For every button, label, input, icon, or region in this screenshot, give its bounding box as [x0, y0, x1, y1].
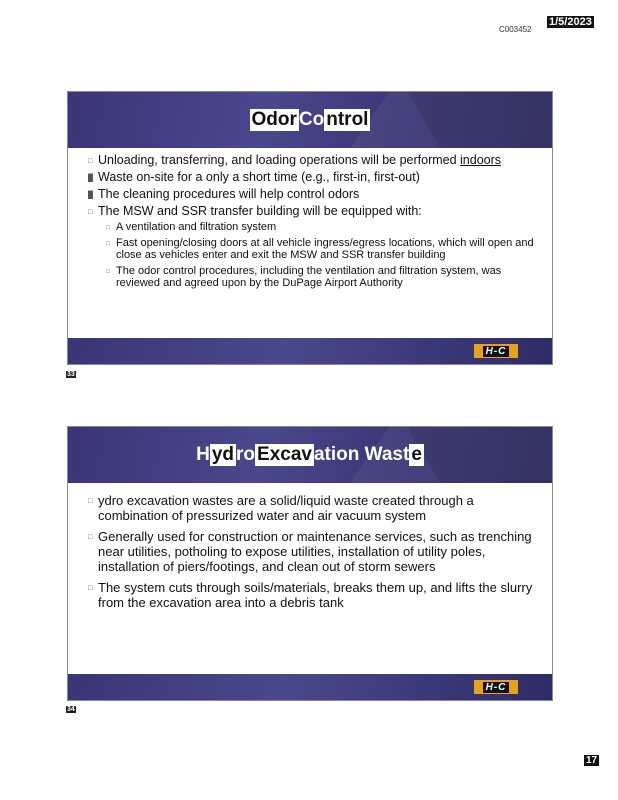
bullet-item: █ Waste on-site for a only a short time (e.g., first-in, first-out) — [88, 170, 420, 184]
title-part: ntrol — [326, 109, 369, 130]
bullet-icon: □ — [88, 158, 93, 165]
sub-bullet-icon: □ — [106, 225, 110, 231]
bullet-item: □ The system cuts through soils/materials, breaks them up, and lifts the slurry from the excavation area into a debris tank — [88, 580, 533, 610]
company-logo: H-C — [474, 344, 518, 358]
document-date: 1/5/2023 — [549, 16, 592, 28]
bullet-icon: □ — [88, 585, 93, 592]
slide-title — [68, 427, 552, 483]
sub-bullet-item: □ A ventilation and filtration system — [106, 221, 277, 233]
bullet-icon: █ — [88, 192, 93, 199]
bullet-item: □ Unloading, transferring, and loading operations will be performed indoors — [88, 153, 502, 167]
bullet-icon: █ — [88, 175, 93, 182]
title-part: e — [411, 444, 422, 465]
title-part: ro — [236, 444, 256, 465]
slide-number: 33 — [67, 371, 75, 378]
bullet-icon: □ — [88, 209, 93, 216]
slide-body — [68, 148, 552, 294]
underlined-text: indoors — [460, 153, 502, 167]
sub-bullet-icon: □ — [106, 268, 110, 275]
title-part: yd — [211, 444, 235, 465]
bullet-item: □ The MSW and SSR transfer building will be equipped with: □ A ventilation and filtration system □ Fast opening/closing doors at all vehicle ingress/egress locations, which will open and close as vehicles enter and exit the MSW and SSR transfer building □ The odor control procedures, including the ventilation and filtration system, was reviewed and agreed upon by the DuPage Airport Authority — [88, 205, 540, 290]
bullet-item: █ The cleaning procedures will help control odors — [88, 187, 360, 201]
slide-number: 34 — [67, 706, 75, 713]
slide-odor-control — [67, 91, 553, 365]
company-logo: H-C — [474, 680, 518, 694]
sub-bullet-item: □ The odor control procedures, including the ventilation and filtration system, was reviewed and agreed upon by the DuPage Airport Authority — [106, 264, 502, 289]
slide-body — [68, 483, 552, 616]
slide-footer-band — [68, 674, 552, 700]
title-part: H — [196, 444, 210, 465]
sub-bullet-item: □ Fast opening/closing doors at all vehicle ingress/egress locations, which will open and close as vehicles enter and exit the MSW and SSR transfer building — [106, 236, 534, 261]
bullet-icon: □ — [88, 534, 93, 541]
bullet-item: □ Generally used for construction or maintenance services, such as trenching near utilities, potholing to expose utilities, installation of utility poles, installation of piers/footings, and clean out of storm sewers — [88, 529, 532, 574]
slide-title — [68, 92, 552, 148]
page-number: 17 — [586, 755, 598, 766]
title-part: ation Wast — [313, 444, 410, 465]
title-part: Excav — [257, 444, 312, 465]
slide-footer-band — [68, 338, 552, 364]
bullet-icon: □ — [88, 498, 93, 505]
slide-hydro-excavation-waste — [67, 426, 553, 701]
sub-bullet-icon: □ — [106, 240, 110, 247]
title-part: Co — [298, 109, 325, 130]
title-part: Odor — [251, 109, 297, 130]
document-id: C003452 — [499, 25, 532, 34]
bullet-item: □ ydro excavation wastes are a solid/liquid waste created through a combination of pressurized water and air vacuum system — [88, 493, 474, 523]
